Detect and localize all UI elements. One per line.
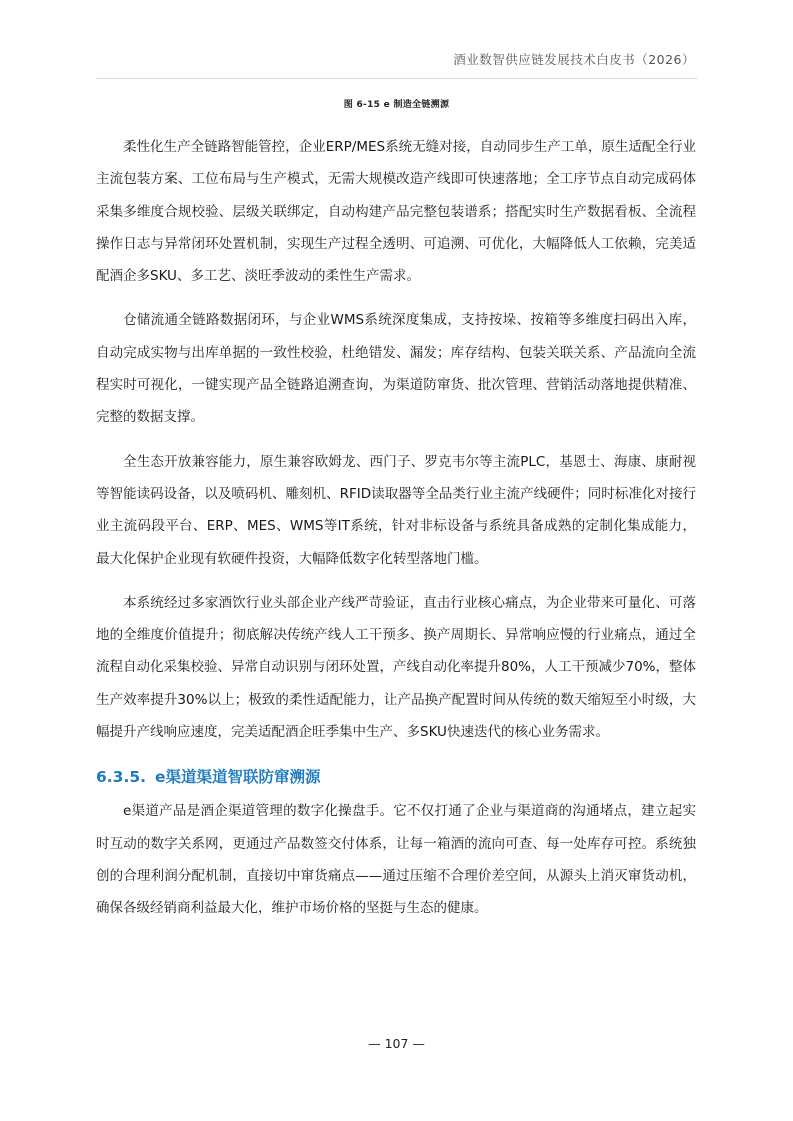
running-header-title: 酒业数智供应链发展技术白皮书（2026）	[453, 52, 695, 67]
paragraph-value-validation: 本系统经过多家酒饮行业头部企业产线严苛验证，直击行业核心痛点，为企业带来可量化、可落地的全维度价值提升；彻底解决传统产线人工干预多、换产周期长、异常响应慢的行业痛点，通过全流程自动化采集校验、异常自动识别与闭环处置，产线自动化率提升80%，人工干预减少70%，整体生产效率提升30%以上；极致的柔性适配能力，让产品换产配置时间从传统的数天缩短至小时级，大幅提升产线响应速度，完美适配酒企旺季集中生产、多SKU快速迭代的核心业务需求。	[96, 594, 697, 741]
figure-caption: 图 6-15 e 制造全链溯源	[343, 100, 450, 110]
paragraph-flexible-production: 柔性化生产全链路智能管控，企业ERP/MES系统无缝对接，自动同步生产工单，原生适配全行业主流包装方案、工位布局与生产模式，无需大规模改造产线即可快速落地；全工序节点自动完成码体采集多维度合规校验、层级关联绑定，自动构建产品完整包装谱系；搭配实时生产数据看板、全流程操作日志与异常闭环处置机制，实现生产过程全透明、可追溯、可优化，大幅降低人工依赖，完美适配酒企多SKU、多工艺、淡旺季波动的柔性生产需求。	[96, 139, 696, 285]
header-divider	[96, 78, 697, 79]
paragraph-ecosystem-compatibility: 全生态开放兼容能力，原生兼容欧姆龙、西门子、罗克韦尔等主流PLC，基恩士、海康、康耐视等智能读码设备，以及喷码机、雕刻机、RFID读取器等全品类行业主流产线硬件；同时标准化对接行业主流码段平台、ERP、MES、WMS等IT系统，针对非标设备与系统具备成熟的定制化集成能力，最大化保护企业现有软硬件投资，大幅降低数字化转型落地门槛。	[96, 453, 696, 567]
body-text	[96, 131, 696, 925]
section-title: e渠道渠道智联防窜溯源	[155, 768, 321, 787]
section-heading	[96, 763, 696, 791]
section-number: 6.3.5.	[96, 768, 147, 787]
paragraph-warehouse-logistics: 仓储流通全链路数据闭环，与企业WMS系统深度集成，支持按垛、按箱等多维度扫码出入库，自动完成实物与出库单据的一致性校验，杜绝错发、漏发；库存结构、包装关联关系、产品流向全流程实时可视化，一键实现产品全链路追溯查询，为渠道防窜货、批次管理、营销活动落地提供精准、完整的数据支撑。	[96, 312, 696, 426]
page-number: — 107 —	[368, 1036, 425, 1051]
paragraph-channel-management: e渠道产品是酒企渠道管理的数字化操盘手。它不仅打通了企业与渠道商的沟通堵点，建立起实时互动的数字关系网，更通过产品数签交付体系，让每一箱酒的流向可查、每一处库存可控。系统独创的合理利润分配机制，直接切中窜货痛点——通过压缩不合理价差空间，从源头上消灭窜货动机，确保各级经销商利益最大化，维护市场价格的坚挺与生态的健康。	[96, 803, 696, 917]
